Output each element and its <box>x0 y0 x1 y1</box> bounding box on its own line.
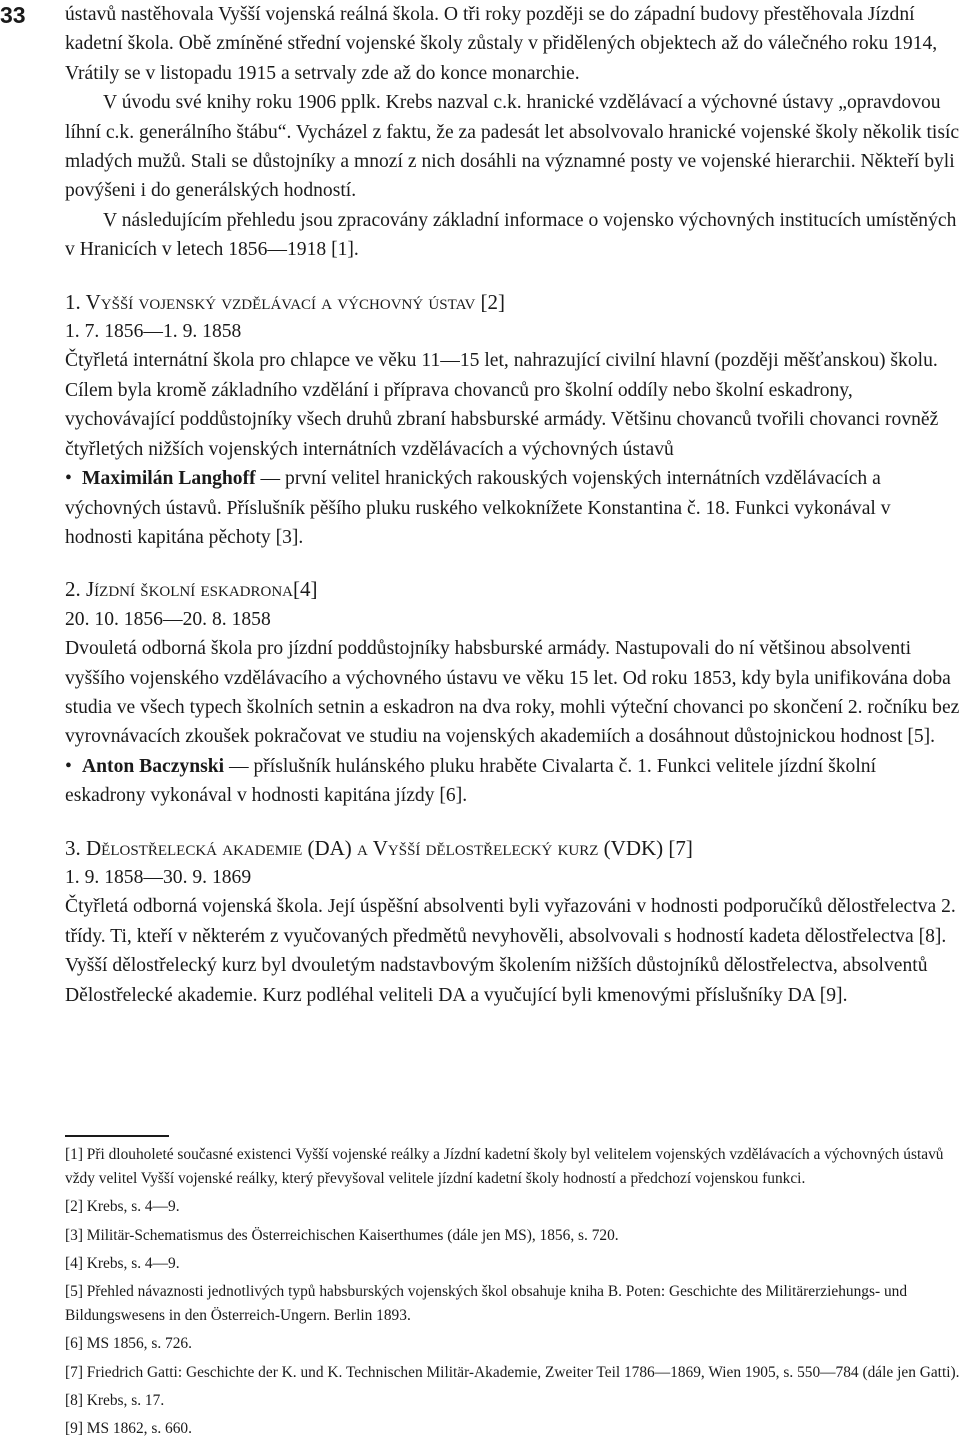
footnote: [8] Krebs, s. 17. <box>65 1391 165 1409</box>
bullet-text: — první velitel hranických rakouských vojenských internátních vzdělávacích a výchovných ústavů. Příslušník pěšího pluku ruského velkoknížete Konstantina č. 18. Funkci vykonával v hodnosti kapitána pěchoty [3]. <box>65 468 891 548</box>
footnote: [6] MS 1856, s. 726. <box>65 1335 192 1353</box>
footnote: [2] Krebs, s. 4—9. <box>65 1198 180 1216</box>
section-text-1: Čtyřletá internátní škola pro chlapce ve věku 11—15 let, nahrazující civilní hlavní (později měšťanskou) školu. Cílem byla kromě základního vzdělání i příprava chovanců pro školní oddíly nebo školní eskadrony, vychovávající poddůstojníky všech druhů zbraní habsburské armády. Většinu chovanců tvořili chovanci rovněž čtyřletých nižších vojenských internátních vzdělávacích a výchovných ústavů <box>65 350 939 460</box>
bullet-text: — příslušník hulánského pluku hraběte Civalarta č. 1. Funkci velitele jízdní školní eskadrony vykonával v hodnosti kapitána jízdy [6]. <box>65 755 877 807</box>
footnote: [7] Friedrich Gatti: Geschichte der K. und K. Technischen Militär-Akademie, Zweiter Teil 1786—1869, Wien 1905, s. 550—784 (dále jen Gatti). <box>65 1363 960 1381</box>
section-text-3: Čtyřletá odborná vojenská škola. Její úspěšní absolventi byli vyřazováni v hodnosti podporučíků dělostřelectva 2. třídy. Ti, kteří v některém z vyučovaných předmětů nevyhověli, absolvovali s hodností kadeta dělostřelectva [8]. Vyšší dělostřelecký kurz byl dvouletým nadstavbovým školením nižších důstojníků dělostřelectva, absolventů Dělostřelecké akademie. Kurz podléhal veliteli DA a vyučující byli kmenovými příslušníky DA [9]. <box>65 896 956 1006</box>
section-title-3: 3. Dělostřelecká akademie (DA) a Vyšší dělostřelecký kurz (VDK) [7] <box>65 835 693 860</box>
footnote: [1] Při dlouholeté současné existenci Vyšší vojenské reálky a Jízdní kadetní školy byl velitelem vojenských vzdělávacích a výchovných ústavů vždy velitel Vyšší vojenské reálky, který převyšoval velitele jízdní kadetní školy hodností a předchozí vojenskou funkci. <box>65 1146 944 1188</box>
paragraph-intro: ústavů nastěhovala Vyšší vojenská reálná škola. O tři roky později se do západní budovy přestěhovala Jízdní kadetní škola. Obě zmíněné střední vojenské školy zůstaly v přidělených objektech až do válečného roku 1914, Vrátily se v listopadu 1915 a setrvaly zde až do konce monarchie. <box>65 4 938 84</box>
section-text-2: Dvouletá odborná škola pro jízdní poddůstojníky habsburské armády. Nastupovali do ní většinou absolventi vyššího vojenského vzdělávacího a výchovného ústavu ve věku 15 let. Od roku 1853, kdy byla unifikována doba studia ve všech typech školních setnin a eskadron na dva roky, mohli výteční chovanci po skončení 2. ročníku bez vyrovnávacích zkoušek pokračovat ve studiu na vojenských akademiích a dosáhnout důstojnickou hodnost [5]. <box>65 638 960 748</box>
section-title-2: 2. Jízdní školní eskadrona[4] <box>65 577 318 602</box>
section-dates-2: 20. 10. 1856—20. 8. 1858 <box>65 608 271 630</box>
footnote: [3] Militär-Schematismus des Österreichischen Kaiserthumes (dále jen MS), 1856, s. 720. <box>65 1226 619 1244</box>
bullet-icon: • <box>65 468 72 490</box>
bullet-name: Anton Baczynski <box>82 755 225 777</box>
page-number: 33 <box>0 2 26 28</box>
footnote: [5] Přehled návaznosti jednotlivých typů habsburských vojenských škol obsahuje kniha B. Poten: Geschichte des Militärerziehungs- und Bildungswesens in den Österreich-Ungern. Berlin 1893. <box>65 1283 908 1325</box>
bullet-name: Maximilán Langhoff <box>82 468 256 490</box>
paragraph-overview: V následujícím přehledu jsou zpracovány základní informace o vojensko výchovných institucích umístěných v Hranicích v letech 1856—1918 [1]. <box>65 209 957 261</box>
footnotes <box>65 1143 960 1445</box>
section-dates-3: 1. 9. 1858—30. 9. 1869 <box>65 866 252 888</box>
bullet-item-2 <box>65 752 960 811</box>
paragraph-krebs: V úvodu své knihy roku 1906 pplk. Krebs nazval c.k. hranické vzdělávací a výchovné ústavy „opravdovou líhní c.k. generálního štábu“. Vycházel z faktu, že za padesát let absolvovalo hranické vojenské školy několik tisíc mladých mužů. Stali se důstojníky a mnozí z nich dosáhli na významné posty ve vojenské hierarchii. Někteří byli povýšeni i do generálských hodností. <box>65 92 960 202</box>
bullet-icon: • <box>65 755 72 777</box>
footnote: [9] MS 1862, s. 660. <box>65 1420 192 1438</box>
footnote-divider <box>65 1135 169 1137</box>
section-title-1: 1. Vyšší vojenský vzdělávací a výchovný ústav [2] <box>65 289 506 314</box>
bullet-item-1 <box>65 464 960 552</box>
section-dates-1: 1. 7. 1856—1. 9. 1858 <box>65 321 242 343</box>
main-text <box>65 0 960 1010</box>
footnote: [4] Krebs, s. 4—9. <box>65 1254 180 1272</box>
